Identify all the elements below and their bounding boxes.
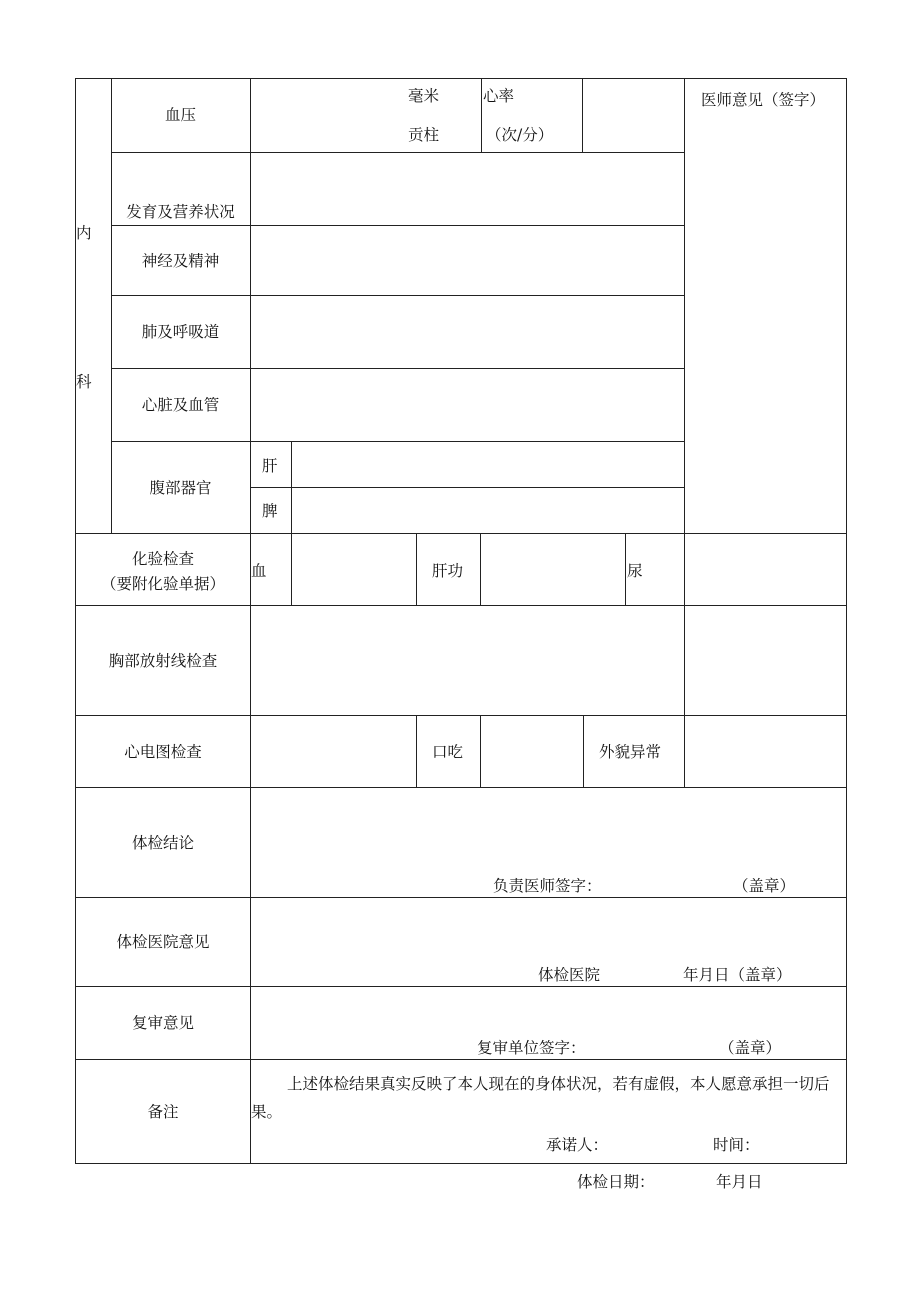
exam-date-value: 年月日: [716, 1173, 763, 1191]
remarks-label: 备注: [147, 1103, 179, 1121]
internal-medicine-label-2: 科: [76, 373, 92, 391]
blood-test-field[interactable]: [292, 534, 416, 605]
blood-pressure-label: 血压: [164, 106, 196, 124]
abdominal-organs-label: 腹部器官: [149, 479, 212, 497]
urine-test-field[interactable]: [685, 534, 845, 605]
hospital-opinion-field[interactable]: [251, 898, 845, 958]
heart-vessels-field[interactable]: [251, 369, 683, 441]
stutter-field[interactable]: [481, 716, 583, 787]
rule-line: [625, 533, 626, 606]
doctor-signature-label: 负责医师签字：: [493, 877, 602, 895]
liver-function-label: 肝功: [432, 562, 464, 580]
blood-pressure-field[interactable]: [251, 79, 480, 152]
hospital-opinion-label: 体检医院意见: [116, 933, 210, 951]
hospital-date-seal-label: 年月日（盖章）: [683, 966, 792, 984]
urine-test-label: 尿: [627, 562, 643, 580]
rule-line: [481, 78, 482, 153]
blood-test-label: 血: [251, 562, 267, 580]
doctor-opinion-field[interactable]: [685, 115, 845, 533]
heart-vessels-label: 心脏及血管: [141, 396, 220, 414]
liver-label: 肝: [262, 457, 278, 475]
rule-line: [111, 78, 112, 534]
internal-medicine-label-1: 内: [76, 224, 92, 242]
exam-conclusion-field[interactable]: [251, 788, 845, 868]
neuro-psych-label: 神经及精神: [141, 252, 220, 270]
exam-hospital-label: 体检医院: [538, 966, 601, 984]
chest-xray-label: 胸部放射线检查: [108, 652, 218, 670]
table-border-right: [846, 78, 847, 1164]
liver-function-field[interactable]: [481, 534, 625, 605]
appearance-abnormal-field[interactable]: [685, 716, 845, 787]
exam-conclusion-label: 体检结论: [131, 834, 194, 852]
spleen-label: 脾: [262, 502, 278, 520]
heart-rate-field[interactable]: [583, 79, 683, 152]
lungs-respiratory-field[interactable]: [251, 296, 683, 368]
promise-time-label: 时间：: [713, 1136, 760, 1154]
conclusion-seal-label: （盖章）: [733, 877, 796, 895]
development-nutrition-field[interactable]: [251, 153, 683, 225]
review-signature-label: 复审单位签字：: [477, 1039, 586, 1057]
chest-xray-field[interactable]: [251, 606, 845, 715]
neuro-psych-field[interactable]: [251, 226, 683, 295]
liver-field[interactable]: [292, 442, 683, 487]
promisor-label: 承诺人：: [546, 1136, 609, 1154]
spleen-field[interactable]: [292, 488, 683, 533]
appearance-abnormal-label: 外貌异常: [599, 743, 662, 761]
exam-date-label: 体检日期：: [577, 1173, 655, 1191]
blood-pressure-unit-bottom: 贡柱: [408, 126, 440, 144]
remarks-statement: 上述体检结果真实反映了本人现在的身体状况，若有虚假，本人愿意承担一切后果。: [251, 1075, 830, 1121]
review-opinion-field[interactable]: [251, 987, 845, 1032]
rule-line: [416, 715, 417, 788]
stutter-label: 口吃: [432, 743, 464, 761]
lab-test-note: （要附化验单据）: [100, 575, 225, 593]
review-opinion-label: 复审意见: [131, 1014, 194, 1032]
heart-rate-unit: （次/分）: [486, 126, 554, 144]
development-nutrition-label: 发育及营养状况: [126, 203, 235, 221]
rule-line: [583, 715, 584, 788]
rule-line: [416, 533, 417, 606]
ecg-field[interactable]: [251, 716, 416, 787]
heart-rate-label: 心率: [483, 87, 515, 105]
lungs-respiratory-label: 肺及呼吸道: [141, 323, 220, 341]
ecg-label: 心电图检查: [124, 743, 202, 761]
table-border-bottom: [75, 1163, 847, 1164]
rule-line: [75, 1059, 847, 1060]
blood-pressure-unit-top: 毫米: [408, 87, 440, 105]
lab-test-label: 化验检查: [131, 550, 194, 568]
review-seal-label: （盖章）: [719, 1039, 782, 1057]
doctor-opinion-label: 医师意见（签字）: [701, 91, 826, 109]
